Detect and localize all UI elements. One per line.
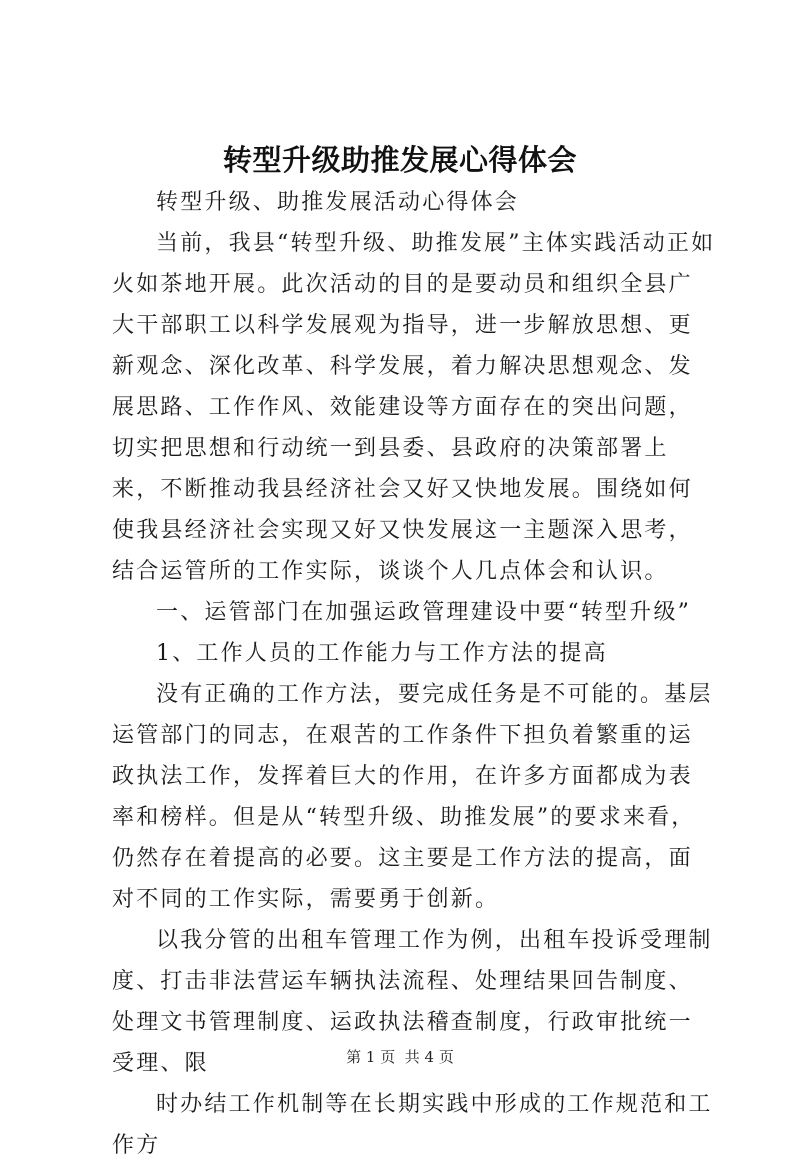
paragraph-subtitle: 转型升级、助推发展活动心得体会 bbox=[156, 190, 520, 215]
paragraph-continuation: 时办结工作机制等在长期实践中形成的工作规范和工作方 bbox=[112, 1092, 713, 1158]
subsection-heading-1: 1、工作人员的工作能力与工作方法的提高 bbox=[156, 641, 608, 666]
paragraph-taxi-management: 以我分管的出租车管理工作为例，出租车投诉受理制度、打击非法营运车辆执法流程、处理结果回告制度、处理文书管理制度、运政执法稽查制度，行政审批统一受理、限 bbox=[112, 928, 713, 1076]
paragraph-work-method: 没有正确的工作方法，要完成任务是不可能的。基层运管部门的同志，在艰苦的工作条件下担负着繁重的运政执法工作，发挥着巨大的作用，在许多方面都成为表率和榜样。但是从“转型升级、助推发展”的要求来看，仍然存在着提高的必要。这主要是工作方法的提高，面对不同的工作实际，需要勇于创新。 bbox=[112, 682, 713, 912]
document-title: 转型升级助推发展心得体会 bbox=[222, 143, 577, 177]
section-heading-1: 一、运管部门在加强运政管理建设中要“转型升级” bbox=[156, 600, 692, 625]
document-body bbox=[112, 182, 716, 1166]
paragraph-intro: 当前，我县“转型升级、助推发展”主体实践活动正如火如茶地开展。此次活动的目的是要动员和组织全县广大干部职工以科学发展观为指导，进一步解放思想、更新观念、深化改革、科学发展，着力解决思想观念、发展思路、工作作风、效能建设等方面存在的突出问题，切实把思想和行动统一到县委、县政府的决策部署上来，不断推动我县经济社会又好又快地发展。围绕如何使我县经济社会实现又好又快发展这一主题深入思考，结合运管所的工作实际，谈谈个人几点体会和认识。 bbox=[112, 231, 716, 584]
page-footer: 第 1 页 共 4 页 bbox=[346, 1048, 454, 1066]
